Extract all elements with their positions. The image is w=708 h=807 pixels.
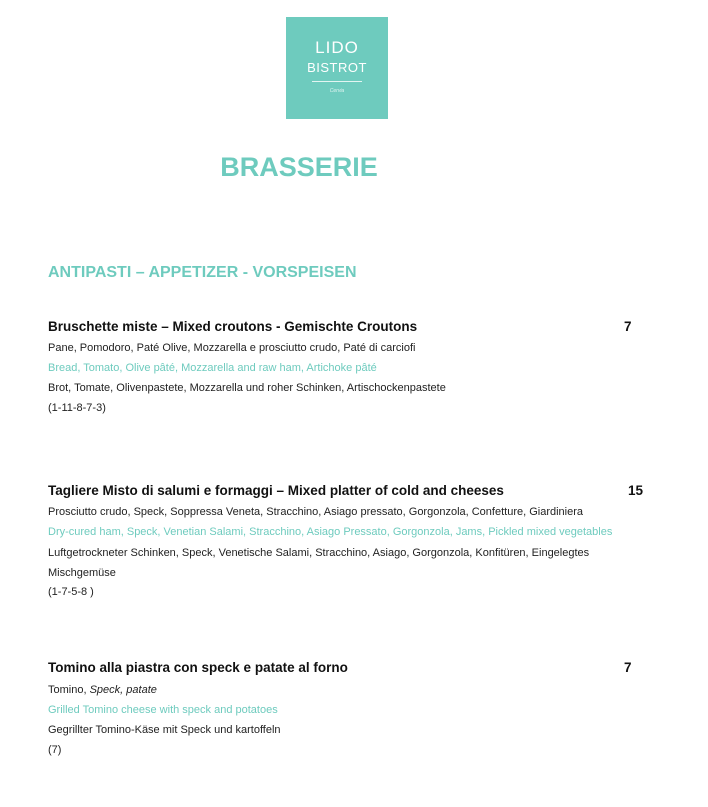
logo-signature: Cervia (329, 88, 345, 94)
menu-item-desc-it-italic: Speck, patate (89, 684, 157, 696)
menu-item-allergens: (1-11-8-7-3) (48, 402, 106, 414)
menu-item-price: 7 (624, 319, 632, 334)
logo (286, 17, 388, 119)
menu-item-desc-en: Grilled Tomino cheese with speck and potatoes (48, 704, 278, 716)
menu-item-desc-en: Bread, Tomato, Olive pâté, Mozzarella and raw ham, Artichoke pâté (48, 362, 377, 374)
menu-item-desc-en: Dry-cured ham, Speck, Venetian Salami, Stracchino, Asiago Pressato, Gorgonzola, Jams, Pickled mixed vegetables (48, 526, 613, 538)
menu-item-desc-it: Pane, Pomodoro, Paté Olive, Mozzarella e prosciutto crudo, Paté di carciofi (48, 342, 416, 354)
menu-item-desc-de: Brot, Tomate, Olivenpastete, Mozzarella und roher Schinken, Artischockenpastete (48, 382, 446, 394)
menu-item-desc-de: Gegrillter Tomino-Käse mit Speck und kartoffeln (48, 724, 281, 736)
page-title: BRASSERIE (220, 152, 378, 182)
menu-item-desc-de: Luftgetrockneter Schinken, Speck, Venetische Salami, Stracchino, Asiago, Gorgonzola, Konfitüren, Eingelegtes Mischgemüse (48, 547, 590, 579)
menu-item-desc-it: Prosciutto crudo, Speck, Soppressa Veneta, Stracchino, Asiago pressato, Gorgonzola, Confetture, Giardiniera (48, 506, 584, 518)
section-title: ANTIPASTI – APPETIZER - VORSPEISEN (48, 264, 357, 281)
menu-item-name: Tomino alla piastra con speck e patate al forno (48, 660, 348, 675)
menu-item-desc-it-plain: Tomino, (48, 684, 87, 696)
menu-item-name: Bruschette miste – Mixed croutons - Gemischte Croutons (48, 319, 418, 334)
menu-item-desc-it (48, 683, 157, 698)
menu-item-name: Tagliere Misto di salumi e formaggi – Mixed platter of cold and cheeses (48, 483, 504, 498)
menu-item-price: 15 (628, 483, 644, 498)
logo-line-bistrot: BISTROT (307, 60, 367, 75)
logo-line-lido: LIDO (315, 38, 359, 57)
logo-divider (312, 81, 362, 82)
menu-item-allergens: (1-7-5-8 ) (48, 586, 94, 598)
menu-item-price: 7 (624, 660, 632, 675)
menu-item-allergens: (7) (48, 744, 62, 756)
